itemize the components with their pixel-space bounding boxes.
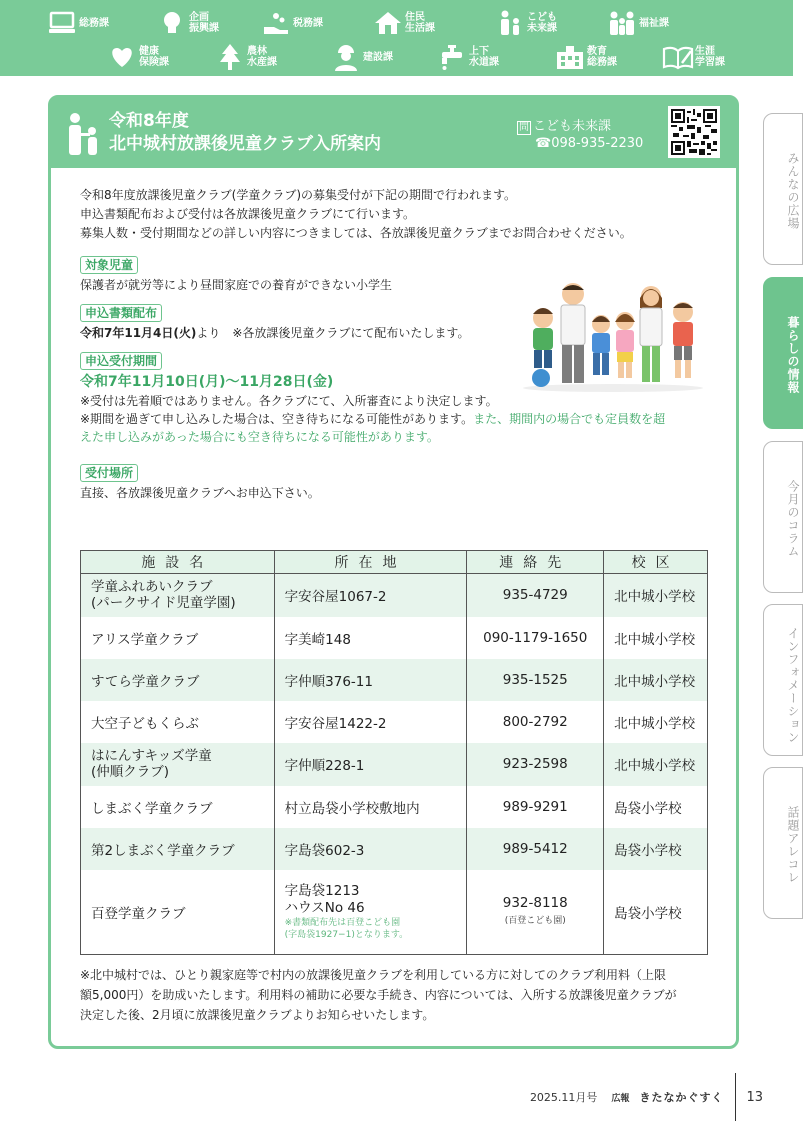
facility-tel: 935-4729: [467, 574, 604, 617]
facility-address: 字安谷屋1422-2: [274, 701, 467, 743]
nav-item-fukushi[interactable]: [608, 10, 669, 36]
nav-item-kodomo[interactable]: [496, 10, 557, 36]
table-header-row: [81, 551, 708, 574]
contact-info: [517, 118, 643, 152]
header-school: 校区: [604, 551, 708, 574]
facility-name: しまぶく学童クラブ: [81, 786, 275, 828]
dept-name: こども未来課: [533, 119, 612, 134]
target-text: 保護者が就労等により昼間家庭での養育ができない小学生: [80, 278, 393, 292]
period-note-green: また、期間内の場合でも定員数を超: [473, 412, 666, 426]
side-tab-label: インフォメーション: [786, 627, 800, 744]
contact-dept: [517, 118, 643, 135]
facility-name-line: 学童ふれあいクラブ: [91, 579, 213, 596]
section-label: 受付場所: [80, 464, 138, 482]
facility-address: 字美崎148: [274, 617, 467, 659]
side-tab-label: みんなの広場: [786, 152, 800, 230]
facility-school: 北中城小学校: [604, 574, 708, 617]
nav-item-soumu[interactable]: [48, 10, 109, 36]
section-label: 申込書類配布: [80, 304, 162, 322]
section-place: [80, 456, 707, 502]
qr-code[interactable]: [668, 106, 720, 158]
inquiry-badge: 問: [519, 122, 529, 133]
facility-school: 島袋小学校: [604, 786, 708, 828]
facility-address: 字仲順376-11: [274, 659, 467, 701]
book-pen-icon: [664, 44, 692, 70]
header-facility: 施設名: [81, 551, 275, 574]
facility-address: 字安谷屋1067-2: [274, 574, 467, 617]
facility-school: 島袋小学校: [604, 870, 708, 955]
facility-school: 北中城小学校: [604, 701, 708, 743]
section-label: 申込受付期間: [80, 352, 162, 370]
intro-line: 募集人数・受付期間などの詳しい内容につきましては、各放課後児童クラブまでお問合わせください。: [80, 226, 632, 240]
side-tab-kurashi[interactable]: [763, 277, 803, 429]
facility-school: 北中城小学校: [604, 743, 708, 786]
heart-hands-icon: [108, 44, 136, 70]
header-address: 所在地: [274, 551, 467, 574]
place-text: 直接、各放課後児童クラブへお申込下さい。: [80, 486, 320, 500]
period-note: ※受付は先着順ではありません。各クラブにて、入所審査により決定します。: [80, 394, 498, 408]
distribution-date: 令和7年11月4日(火): [80, 326, 197, 340]
table-row: [81, 659, 708, 701]
contact-phone: ☎098-935-2230: [535, 136, 644, 151]
side-tab-column[interactable]: [763, 441, 803, 593]
facility-name: 第2しまぶく学童クラブ: [81, 828, 275, 870]
table-row: [81, 786, 708, 828]
facility-school: 島袋小学校: [604, 828, 708, 870]
parent-child-icon: [496, 10, 524, 36]
facilities-table: [80, 550, 708, 955]
facility-name-sub: (仲順クラブ): [91, 764, 170, 780]
facility-name: 大空子どもくらぶ: [81, 701, 275, 743]
footnote-line: 決定した後、2月頃に放課後児童クラブよりお知らせいたします。: [80, 1008, 435, 1022]
facility-name: すてら学童クラブ: [81, 659, 275, 701]
facility-address: [274, 870, 467, 955]
nav-label: 住民 生活課: [405, 12, 435, 34]
nav-item-zeimu[interactable]: [262, 10, 323, 36]
facility-tel: 800-2792: [467, 701, 604, 743]
facility-school: 北中城小学校: [604, 617, 708, 659]
nav-item-kikaku[interactable]: [158, 10, 219, 36]
parent-child-icon: [63, 112, 103, 160]
side-tab-minna[interactable]: [763, 113, 803, 265]
article-card: [48, 95, 739, 1049]
nav-item-juumin[interactable]: [374, 10, 435, 36]
nav-item-kenkou[interactable]: [108, 44, 169, 70]
school-icon: [556, 44, 584, 70]
top-nav: [0, 0, 793, 76]
faucet-icon: [438, 44, 466, 70]
side-tab-wadai[interactable]: [763, 767, 803, 919]
kouhou-label: 広報: [611, 1093, 630, 1104]
article-header: [51, 98, 736, 168]
house-icon: [374, 10, 402, 36]
nav-item-nourin[interactable]: [216, 44, 277, 70]
magazine-name: きたなかぐすく: [639, 1091, 724, 1104]
table-row: [81, 617, 708, 659]
tree-icon: [216, 44, 244, 70]
nav-label: 教育 総務課: [587, 46, 617, 68]
facility-address: 字島袋602-3: [274, 828, 467, 870]
facility-name: [81, 574, 275, 617]
table-row: [81, 828, 708, 870]
family-illustration: [521, 278, 706, 397]
family-icon: [608, 10, 636, 36]
subsidy-footnote: [80, 965, 710, 1025]
table-row: [81, 701, 708, 743]
facility-name-sub: (パークサイド児童学園): [91, 595, 236, 612]
facility-tel: 090-1179-1650: [467, 617, 604, 659]
header-contact: 連絡先: [467, 551, 604, 574]
intro-line: 令和8年度放課後児童クラブ(学童クラブ)の募集受付が下記の期間で行われます。: [80, 188, 517, 202]
table-row: [81, 870, 708, 955]
facility-address-note: ※書類配布先は百登こども園: [284, 917, 401, 928]
facility-name: アリス学童クラブ: [81, 617, 275, 659]
facility-tel: 989-9291: [467, 786, 604, 828]
nav-label: 上下 水道課: [469, 46, 499, 68]
nav-label: 建設課: [363, 51, 393, 63]
lightbulb-icon: [158, 10, 186, 36]
side-tab-label: 今月のコラム: [786, 480, 800, 558]
title-line-1: 令和8年度: [109, 111, 189, 131]
intro-text: [80, 186, 707, 243]
facility-name: [81, 743, 275, 786]
period-dates: 令和7年11月10日(月)～11月28日(金): [80, 374, 334, 390]
facility-tel-sub: (百登こども園): [504, 915, 566, 926]
footnote-line: 額5,000円）を助成いたします。利用料の補助に必要な手続き、内容については、入所する放課後児童クラブが: [80, 988, 677, 1002]
nav-label: 農林 水産課: [247, 46, 277, 68]
page-footer: [530, 1073, 763, 1121]
facility-tel: 923-2598: [467, 743, 604, 786]
facility-tel: [467, 870, 604, 955]
nav-label: 福祉課: [639, 17, 669, 29]
nav-label: 健康 保険課: [139, 46, 169, 68]
issue-date: 2025.11月号: [529, 1091, 598, 1104]
intro-line: 申込書類配布および受付は各放課後児童クラブにて行います。: [80, 207, 416, 221]
nav-item-kensetsu[interactable]: [332, 44, 393, 70]
nav-label: 総務課: [79, 17, 109, 29]
distribution-note: より ※各放課後児童クラブにて配布いたします。: [196, 326, 470, 340]
section-label: 対象児童: [80, 256, 138, 274]
facility-name: 百登学童クラブ: [81, 870, 275, 955]
facility-tel: 935-1525: [467, 659, 604, 701]
facility-name-line: はにんすキッズ学童: [91, 748, 212, 764]
nav-item-suidou[interactable]: [438, 44, 499, 70]
table-row: [81, 574, 708, 617]
facility-address: 字仲順228-1: [274, 743, 467, 786]
side-tab-label: 話題アレコレ: [786, 806, 800, 884]
facility-address-note: (字島袋1927−1)となります。: [284, 929, 409, 940]
facility-address-line: 字島袋1213: [284, 882, 360, 899]
facility-tel: 989-5412: [467, 828, 604, 870]
worker-icon: [332, 44, 360, 70]
side-tab-information[interactable]: [763, 604, 803, 756]
page-number: 13: [746, 1089, 763, 1105]
period-note-black: ※期間を過ぎて申し込みした場合は、空き待ちになる可能性があります。: [80, 412, 474, 426]
facility-tel-number: 932-8118: [502, 894, 568, 911]
table-row: [81, 743, 708, 786]
facility-address-line: ハウスNo 46: [284, 899, 365, 916]
facility-school: 北中城小学校: [604, 659, 708, 701]
footnote-line: ※北中城村では、ひとり親家庭等で村内の放課後児童クラブを利用している方に対してのクラブ利用料（上限: [80, 968, 667, 982]
nav-label: 生涯 学習課: [695, 46, 725, 68]
nav-label: 企画 振興課: [189, 12, 219, 34]
footer-divider: [735, 1073, 736, 1121]
nav-item-kyouiku[interactable]: [556, 44, 617, 70]
nav-label: 税務課: [293, 17, 323, 29]
page-title: [109, 110, 381, 156]
period-note: [80, 410, 707, 428]
computer-icon: [48, 10, 76, 36]
hand-coins-icon: [262, 10, 290, 36]
title-line-2: 北中城村放課後児童クラブ入所案内: [109, 134, 381, 154]
side-tab-label: 暮らしの情報: [786, 316, 800, 394]
nav-label: こども 未来課: [527, 12, 557, 34]
facility-address: 村立島袋小学校敷地内: [274, 786, 467, 828]
nav-item-shougai[interactable]: [664, 44, 725, 70]
period-note-green: えた申し込みがあった場合にも空き待ちになる可能性があります。: [80, 430, 439, 444]
